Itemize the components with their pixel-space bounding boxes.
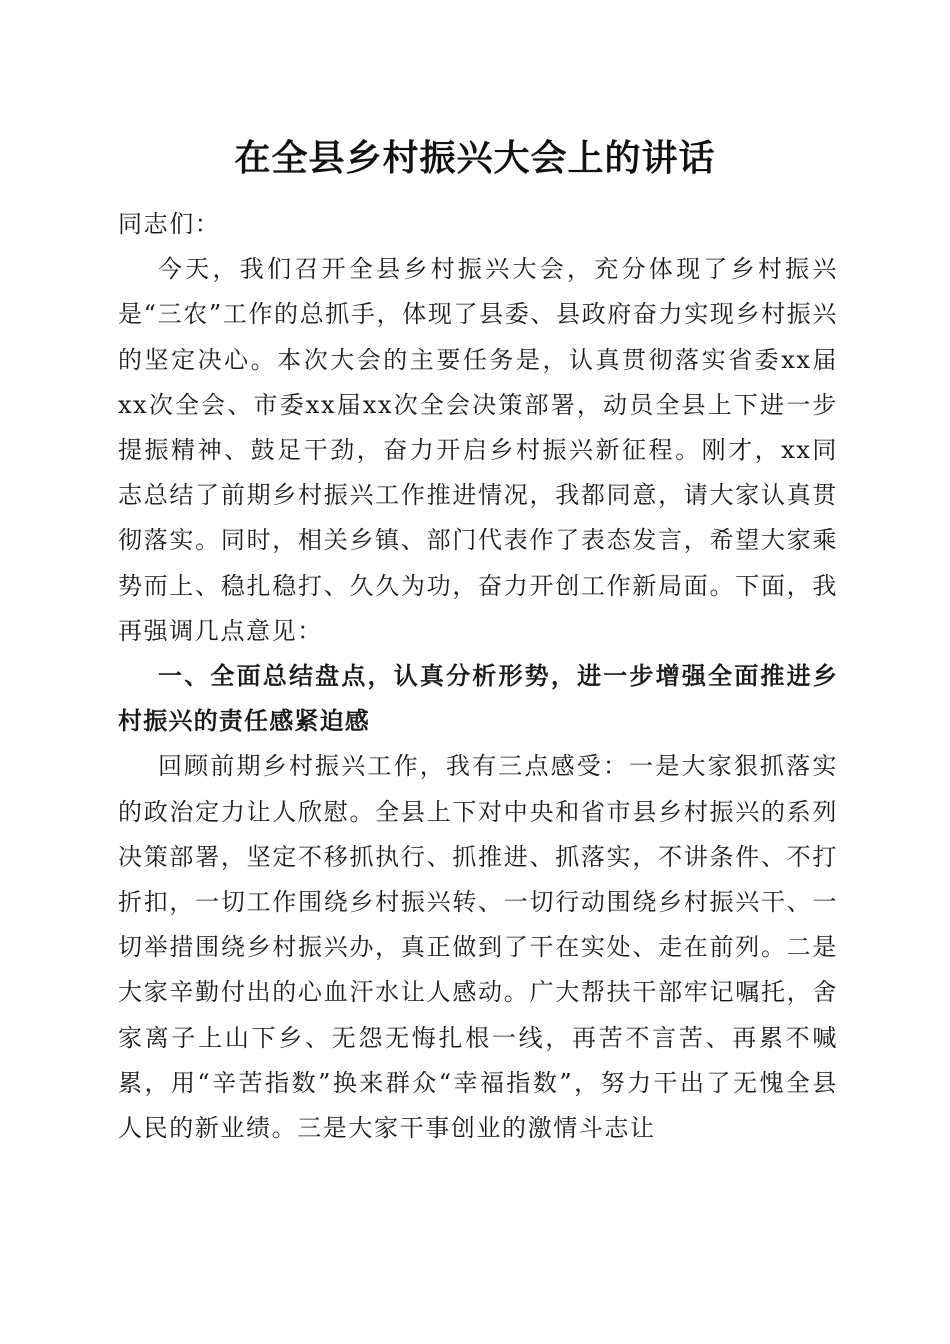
paragraph-opening: 今天，我们召开全县乡村振兴大会，充分体现了乡村振兴是“三农”工作的总抓手，体现了县委、县政府奋力实现乡村振兴的坚定决心。本次大会的主要任务是，认真贯彻落实省委xx届xx次全会、市委xx届xx次全会决策部署，动员全县上下进一步提振精神、鼓足干劲，奋力开启乡村振兴新征程。刚才，xx同志总结了前期乡村振兴工作推进情况，我都同意，请大家认真贯彻落实。同时，相关乡镇、部门代表作了表态发言，希望大家乘势而上、稳扎稳打、久久为功，奋力开创工作新局面。下面，我再强调几点意见：: [118, 255, 838, 645]
section-heading-1: 一、全面总结盘点，认真分析形势，进一步增强全面推进乡村振兴的责任感紧迫感: [118, 662, 838, 736]
greeting: 同志们：: [118, 210, 221, 238]
document-title: 在全县乡村振兴大会上的讲话: [234, 137, 716, 179]
document-body: [118, 202, 838, 1151]
paragraph-review: 回顾前期乡村振兴工作，我有三点感受：一是大家狠抓落实的政治定力让人欣慰。全县上下对中央和省市县乡村振兴的系列决策部署，坚定不移抓执行、抓推进、抓落实，不讲条件、不打折扣，一切工作围绕乡村振兴转、一切行动围绕乡村振兴干、一切举措围绕乡村振兴办，真正做到了干在实处、走在前列。二是大家辛勤付出的心血汗水让人感动。广大帮扶干部牢记嘱托，舍家离子上山下乡、无怨无悔扎根一线，再苦不言苦、再累不喊累，用“辛苦指数”换来群众“幸福指数”，努力干出了无愧全县人民的新业绩。三是大家干事创业的激情斗志让: [118, 752, 838, 1143]
